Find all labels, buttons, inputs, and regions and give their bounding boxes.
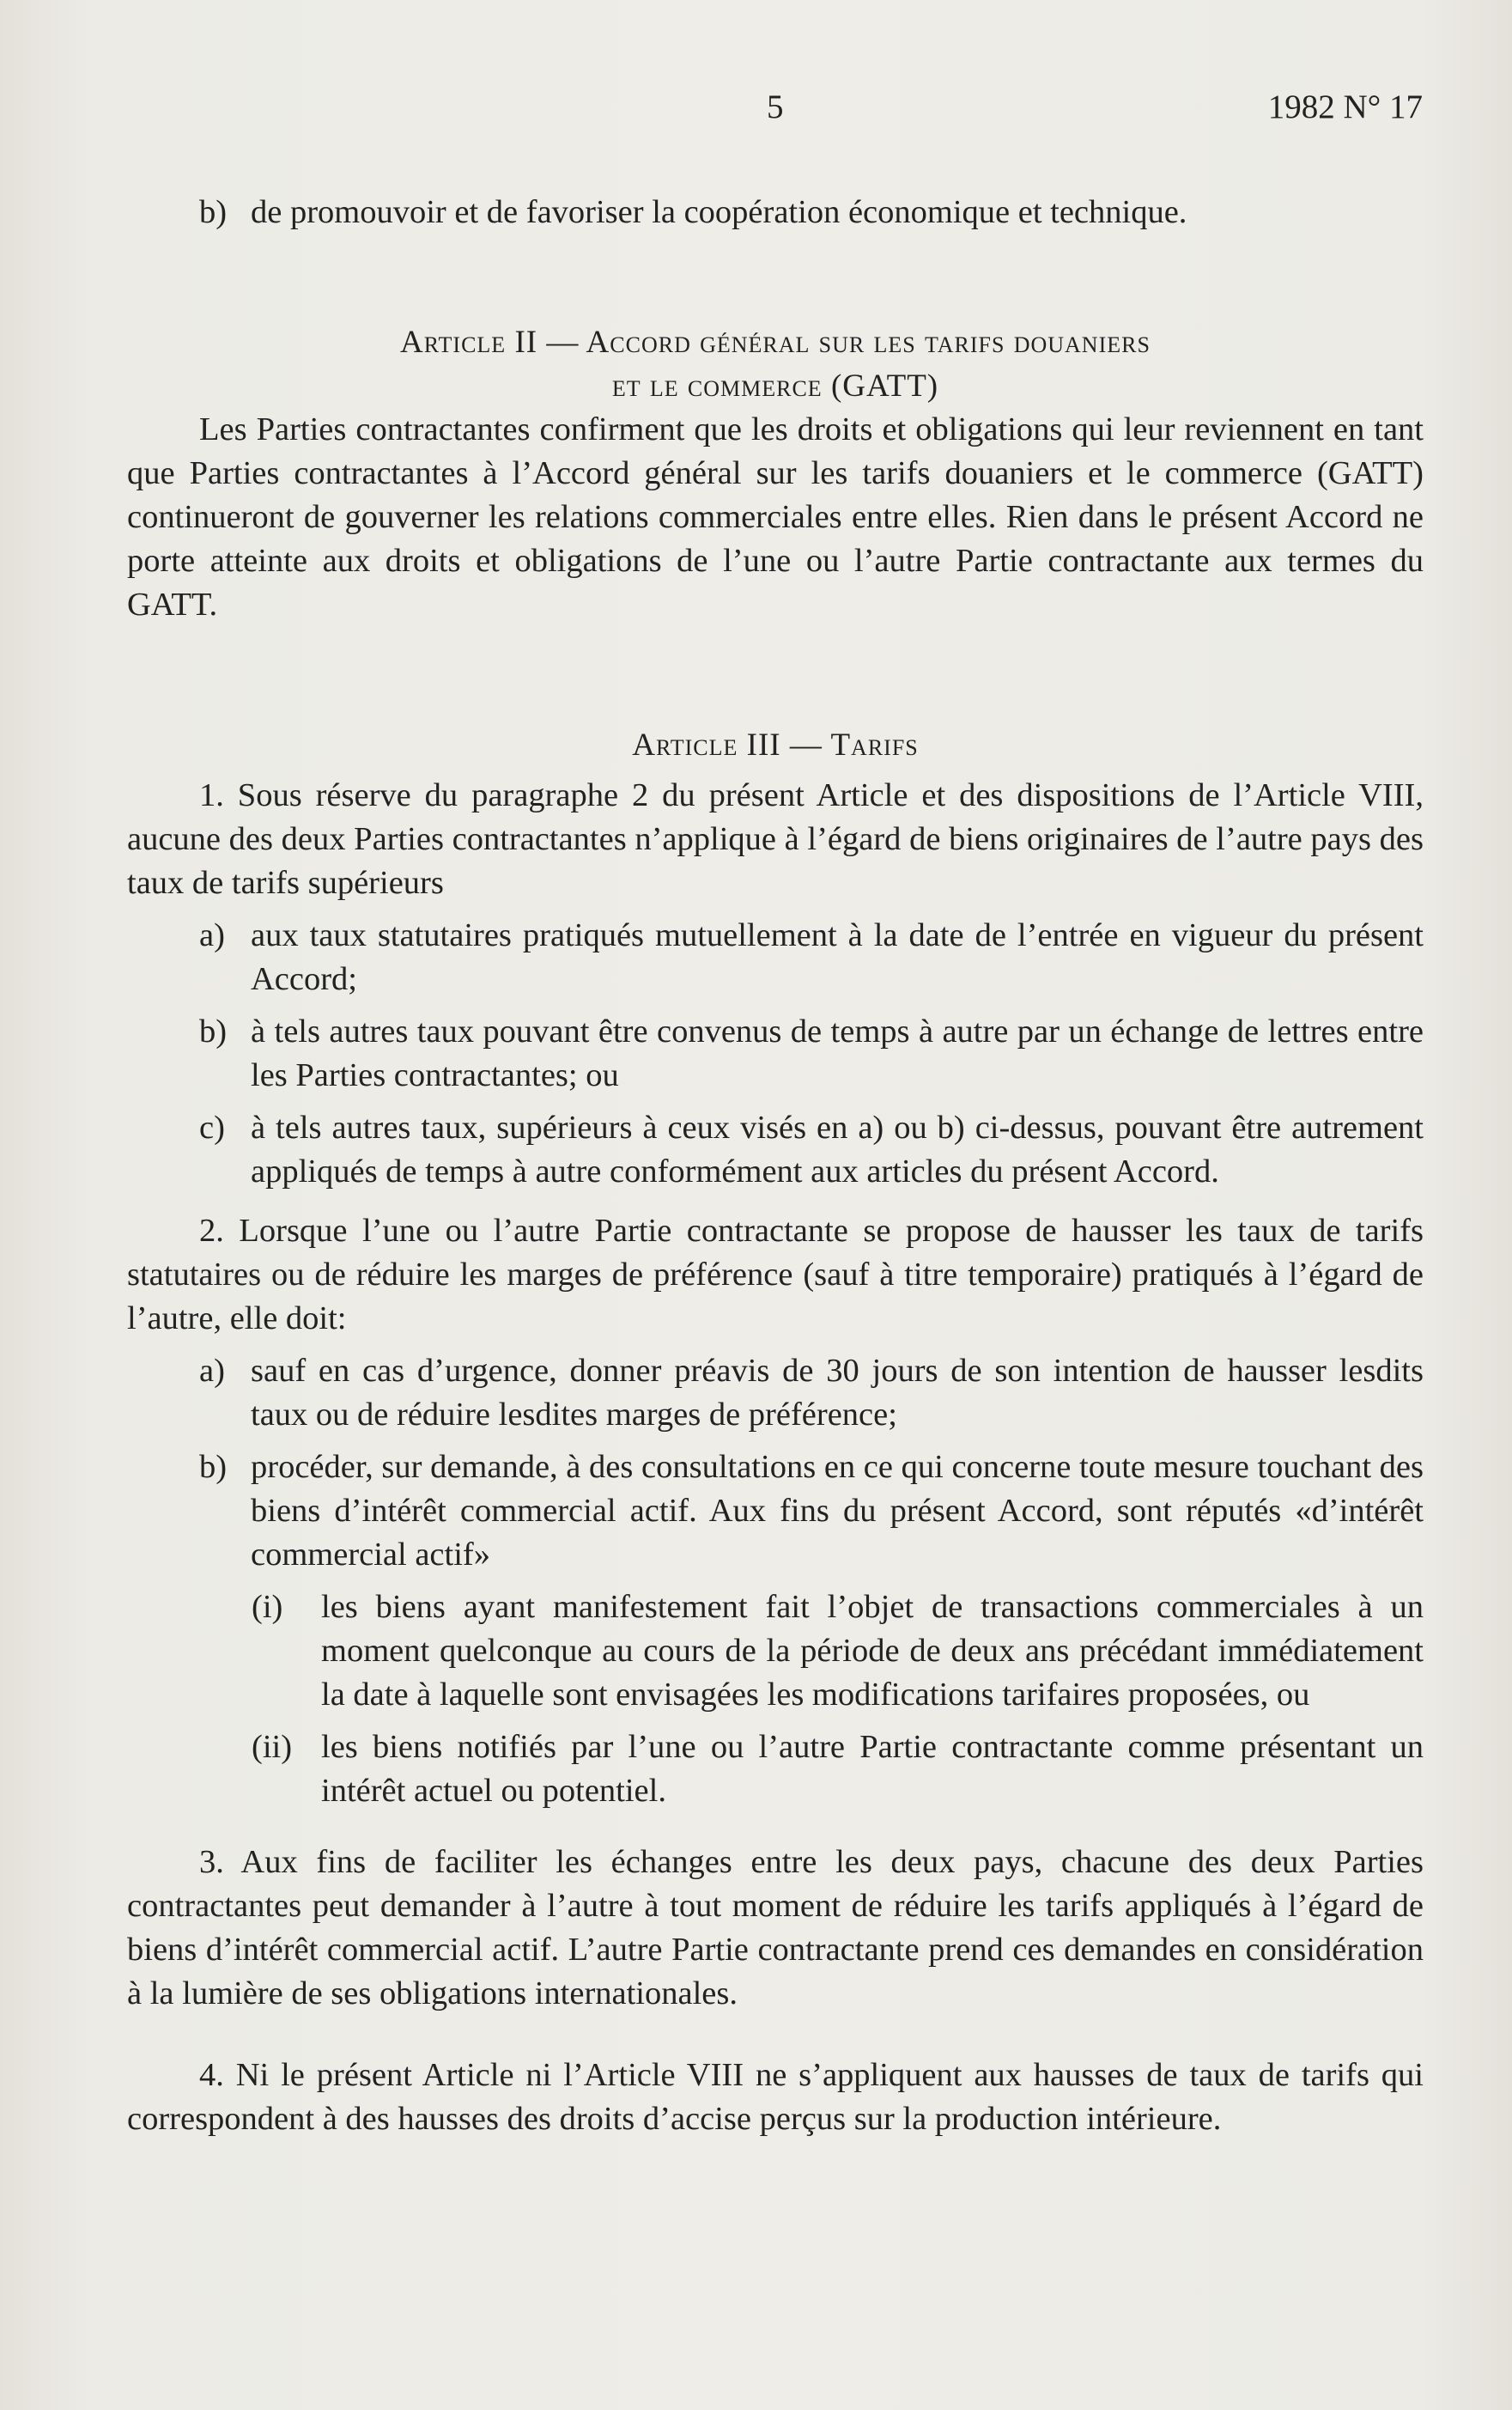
item-text: à tels autres taux pouvant être convenus de temps à autre par un échange de lettres entre les Parties contractantes; ou	[251, 1013, 1424, 1093]
document-reference: 1982 N° 17	[1267, 88, 1423, 125]
sub-list-item	[127, 1585, 1424, 1717]
intro-list-item	[127, 191, 1424, 234]
article-3-paragraph-4: 4. Ni le présent Article ni l’Article VIII ne s’appliquent aux hausses de taux de tarifs qui correspondent à des hausses des droits d’accise perçus sur la production intérieure.	[127, 2057, 1424, 2137]
item-label: a)	[199, 917, 225, 953]
article-3-paragraph-1: 1. Sous réserve du paragraphe 2 du présent Article et des dispositions de l’Article VIII, aucune des deux Parties contractantes n’applique à l’égard de biens originaires de l’autre pays des taux de tarifs supérieurs	[127, 777, 1424, 901]
list-item	[127, 1106, 1424, 1194]
page-header	[0, 88, 1512, 139]
item-label: b)	[199, 194, 228, 230]
document-body	[127, 191, 1424, 2141]
list-item	[127, 1349, 1424, 1437]
item-text: de promouvoir et de favoriser la coopération économique et technique.	[251, 194, 1187, 230]
list-item	[127, 914, 1424, 1001]
subitem-label: (ii)	[252, 1729, 293, 1765]
item-text: sauf en cas d’urgence, donner préavis de 30 jours de son intention de hausser lesdits taux ou de réduire lesdites marges de préférence;	[251, 1353, 1424, 1433]
article-3-heading-text: Article III — Tarifs	[632, 727, 919, 763]
subitem-text: les biens ayant manifestement fait l’objet de transactions commerciales à un moment quelconque au cours de la période de deux ans précédant immédiatement la date à laquelle sont envisagées les modifications tarifaires proposées, ou	[321, 1589, 1424, 1713]
item-text: aux taux statutaires pratiqués mutuellement à la date de l’entrée en vigueur du présent Accord;	[251, 917, 1424, 997]
article-2-heading-line-1: Article II — Accord général sur les tarifs douaniers	[400, 325, 1151, 360]
subitem-label: (i)	[252, 1589, 283, 1625]
page-number: 5	[767, 88, 784, 125]
article-2-paragraph: Les Parties contractantes confirment que les droits et obligations qui leur reviennent en tant que Parties contractantes à l’Accord général sur les tarifs douaniers et le commerce (GATT) continueront de gouverner les relations commerciales entre elles. Rien dans le présent Accord ne porte atteinte aux droits et obligations de l’une ou l’autre Partie contractante aux termes du GATT.	[127, 411, 1424, 623]
article-3-heading	[127, 723, 1424, 767]
article-2-heading-line-2: et le commerce (GATT)	[611, 368, 939, 404]
item-text: à tels autres taux, supérieurs à ceux visés en a) ou b) ci-dessus, pouvant être autrement appliqués de temps à autre conformément aux articles du présent Accord.	[251, 1110, 1424, 1190]
item-label: a)	[199, 1353, 225, 1389]
article-3-paragraph-2: 2. Lorsque l’une ou l’autre Partie contractante se propose de hausser les taux de tarifs statutaires ou de réduire les marges de préférence (sauf à titre temporaire) pratiqués à l’égard de l’autre, elle doit:	[127, 1213, 1424, 1336]
article-3-paragraph-3: 3. Aux fins de faciliter les échanges entre les deux pays, chacune des deux Parties contractantes peut demander à l’autre à tout moment de réduire les tarifs appliqués à l’égard de biens d’intérêt commercial actif. L’autre Partie contractante prend ces demandes en considération à la lumière de ses obligations internationales.	[127, 1844, 1424, 2011]
article-2-heading	[127, 320, 1424, 408]
item-label: b)	[199, 1449, 228, 1485]
list-item	[127, 1445, 1424, 1577]
item-label: c)	[199, 1110, 225, 1146]
list-item	[127, 1010, 1424, 1098]
item-label: b)	[199, 1013, 228, 1050]
item-text: procéder, sur demande, à des consultations en ce qui concerne toute mesure touchant des biens d’intérêt commercial actif. Aux fins du présent Accord, sont réputés «d’intérêt commercial actif»	[251, 1449, 1424, 1573]
sub-list-item	[127, 1725, 1424, 1813]
subitem-text: les biens notifiés par l’une ou l’autre Partie contractante comme présentant un intérêt actuel ou potentiel.	[321, 1729, 1424, 1809]
